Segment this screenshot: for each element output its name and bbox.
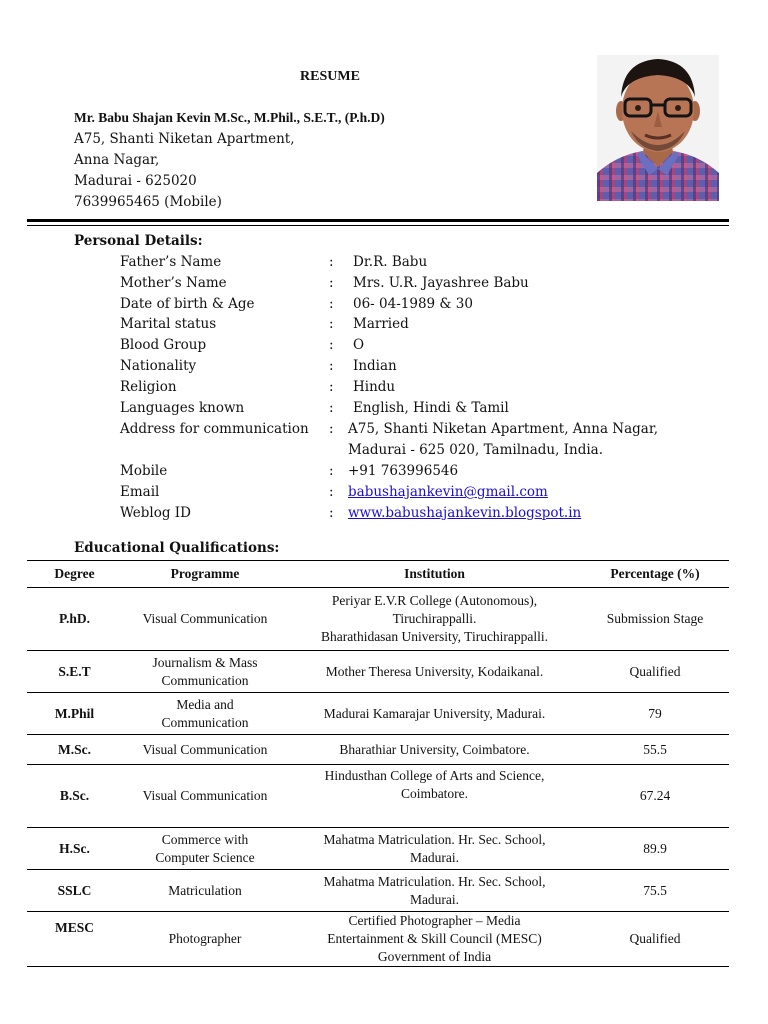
- institution-line: Mother Theresa University, Kodaikanal.: [325, 663, 544, 679]
- mobile-line: 7639965465 (Mobile): [74, 194, 222, 210]
- header-divider-thin: [27, 225, 729, 226]
- degree-cell: P.hD.: [27, 588, 122, 651]
- programme-cell: Commerce with Computer Science: [122, 828, 288, 870]
- field-value: Mrs. U.R. Jayashree Babu: [353, 275, 529, 291]
- degree-cell: H.Sc.: [27, 828, 122, 870]
- institution-cell: [288, 693, 581, 735]
- institution-cell: [288, 765, 581, 828]
- table-row: [27, 828, 729, 870]
- degree-cell: M.Phil: [27, 693, 122, 735]
- table-row: [27, 735, 729, 765]
- percentage-cell: 89.9: [581, 828, 729, 870]
- degree-cell: S.E.T: [27, 651, 122, 693]
- column-header-percentage: Percentage (%): [581, 561, 729, 588]
- percentage-cell: Qualified: [581, 651, 729, 693]
- separator: :: [329, 296, 334, 312]
- personal-row-fathers-name: [120, 254, 720, 275]
- header-divider: [27, 219, 729, 222]
- institution-line: Bharathidasan University, Tiruchirappalli.: [320, 629, 549, 644]
- programme-cell: Visual Communication: [122, 588, 288, 651]
- programme-cell: Photographer: [122, 912, 288, 967]
- personal-row-blood-group: [120, 337, 720, 358]
- institution-cell: [288, 588, 581, 651]
- table-row: [27, 693, 729, 735]
- personal-row-mothers-name: [120, 275, 720, 296]
- separator: :: [329, 337, 334, 353]
- personal-row-address: [120, 421, 720, 463]
- separator: :: [329, 463, 334, 479]
- personal-row-email: [120, 484, 720, 505]
- institution-line: Madurai Kamarajar University, Madurai.: [323, 705, 546, 721]
- separator: :: [329, 379, 334, 395]
- field-value: 06- 04-1989 & 30: [353, 296, 473, 312]
- table-header-row: [27, 561, 729, 588]
- programme-cell: Journalism & Mass Communication: [122, 651, 288, 693]
- personal-row-mobile: [120, 463, 720, 484]
- percentage-cell: 79: [581, 693, 729, 735]
- field-label: Marital status: [120, 316, 217, 332]
- field-value: Indian: [353, 358, 397, 374]
- institution-line: Bharathiar University, Coimbatore.: [339, 741, 530, 757]
- field-value: +91 763996546: [348, 463, 459, 479]
- field-value: English, Hindi & Tamil: [353, 400, 509, 416]
- field-label: Address for communication: [120, 421, 309, 437]
- percentage-cell: 55.5: [581, 735, 729, 765]
- institution-cell: [288, 828, 581, 870]
- table-row: [27, 588, 729, 651]
- personal-row-religion: [120, 379, 720, 400]
- weblog-link[interactable]: www.babushajankevin.blogspot.in: [348, 505, 582, 521]
- institution-cell: [288, 870, 581, 912]
- percentage-cell: 67.24: [581, 765, 729, 828]
- education-table: [27, 560, 729, 967]
- institution-line: Coimbatore.: [400, 786, 469, 801]
- resume-title: RESUME: [300, 69, 360, 84]
- institution-cell: [288, 735, 581, 765]
- institution-line: Government of India: [377, 949, 492, 964]
- column-header-degree: Degree: [27, 561, 122, 588]
- table-row: [27, 765, 729, 828]
- separator: :: [329, 400, 334, 416]
- percentage-cell: Qualified: [581, 912, 729, 967]
- profile-photo: [597, 55, 719, 201]
- degree-cell: MESC: [27, 912, 122, 967]
- institution-line: Madurai.: [409, 849, 460, 865]
- programme-cell: Matriculation: [122, 870, 288, 912]
- institution-line: Mahatma Matriculation. Hr. Sec. School,: [323, 831, 546, 847]
- field-value: A75, Shanti Niketan Apartment, Anna Nagar,: [348, 421, 659, 437]
- personal-row-weblog: [120, 505, 720, 526]
- education-heading: Educational Qualifications:: [74, 540, 280, 556]
- field-label: Mobile: [120, 463, 168, 479]
- field-value: Hindu: [353, 379, 396, 395]
- field-value: Married: [353, 316, 409, 332]
- separator: :: [329, 358, 334, 374]
- institution-line: Entertainment & Skill Council (MESC): [327, 931, 542, 946]
- address-line: Anna Nagar,: [74, 152, 160, 168]
- percentage-cell: Submission Stage: [581, 588, 729, 651]
- candidate-name: Mr. Babu Shajan Kevin M.Sc., M.Phil., S.E.T., (P.h.D): [74, 110, 385, 125]
- institution-line: Periyar E.V.R College (Autonomous),: [331, 593, 538, 608]
- field-value: Dr.R. Babu: [353, 254, 428, 270]
- table-row: [27, 651, 729, 693]
- address-line: Madurai - 625020: [74, 173, 197, 189]
- institution-line: Tiruchirappalli.: [392, 611, 477, 626]
- personal-row-languages: [120, 400, 720, 421]
- personal-row-marital-status: [120, 316, 720, 337]
- programme-cell: Visual Communication: [122, 765, 288, 828]
- institution-line: Madurai.: [409, 891, 460, 907]
- field-label: Mother’s Name: [120, 275, 227, 291]
- personal-row-nationality: [120, 358, 720, 379]
- institution-cell: [288, 651, 581, 693]
- institution-cell: [288, 912, 581, 967]
- institution-line: Certified Photographer – Media: [348, 913, 521, 928]
- institution-line: Mahatma Matriculation. Hr. Sec. School,: [323, 873, 546, 889]
- separator: :: [329, 275, 334, 291]
- institution-line: Hindusthan College of Arts and Science,: [324, 768, 545, 783]
- email-link[interactable]: babushajankevin@gmail.com: [348, 484, 548, 500]
- field-label: Languages known: [120, 400, 245, 416]
- field-label: Religion: [120, 379, 177, 395]
- percentage-cell: 75.5: [581, 870, 729, 912]
- degree-cell: M.Sc.: [27, 735, 122, 765]
- separator: :: [329, 484, 334, 500]
- separator: :: [329, 316, 334, 332]
- column-header-institution: Institution: [288, 561, 581, 588]
- address-line: A75, Shanti Niketan Apartment,: [74, 131, 295, 147]
- field-label: Nationality: [120, 358, 197, 374]
- personal-row-dob-age: [120, 296, 720, 317]
- separator: :: [329, 505, 334, 521]
- separator: :: [329, 421, 334, 437]
- column-header-programme: Programme: [122, 561, 288, 588]
- field-value-line2: Madurai - 625 020, Tamilnadu, India.: [348, 442, 604, 458]
- personal-details-heading: Personal Details:: [74, 233, 203, 249]
- separator: :: [329, 254, 334, 270]
- degree-cell: B.Sc.: [27, 765, 122, 828]
- table-row: [27, 912, 729, 967]
- field-label: Weblog ID: [120, 505, 191, 521]
- field-label: Date of birth & Age: [120, 296, 255, 312]
- programme-cell: Visual Communication: [122, 735, 288, 765]
- field-label: Email: [120, 484, 160, 500]
- field-label: Blood Group: [120, 337, 207, 353]
- table-row: [27, 870, 729, 912]
- field-value: O: [353, 337, 365, 353]
- field-label: Father’s Name: [120, 254, 222, 270]
- programme-cell: Media and Communication: [122, 693, 288, 735]
- degree-cell: SSLC: [27, 870, 122, 912]
